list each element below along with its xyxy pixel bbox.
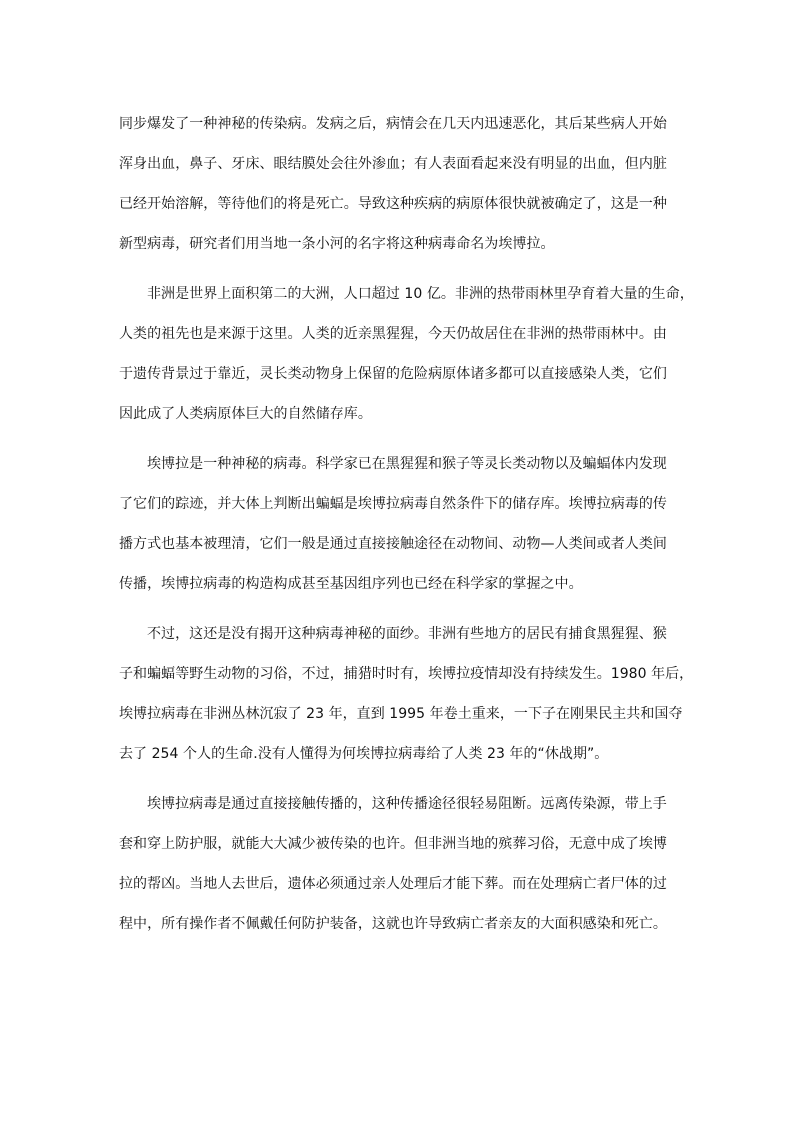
paragraph-line: 浑身出血，鼻子、牙床、眼结膜处会往外渗血；有人表面看起来没有明显的出血，但内脏	[119, 156, 667, 172]
paragraph-line: 已经开始溶解，等待他们的将是死亡。导致这种疾病的病原体很快就被确定了，这是一种	[119, 196, 667, 212]
document-body	[119, 104, 694, 954]
paragraph-line: 传播，埃博拉病毒的构造构成甚至基因组序列也已经在科学家的掌握之中。	[119, 576, 583, 592]
paragraph-line: 埃博拉病毒在非洲丛林沉寂了 23 年，直到 1995 年卷土重来，一下子在刚果民主共和国夺	[119, 706, 683, 722]
paragraph-line: 拉的帮凶。当地人去世后，遗体必须通过亲人处理后才能下葬。而在处理病亡者尸体的过	[119, 876, 667, 892]
paragraph-line: 埃博拉病毒是通过直接接触传播的，这种传播途径很轻易阻断。远离传染源，带上手	[147, 796, 667, 812]
paragraph-line: 去了 254 个人的生命.没有人懂得为何埃博拉病毒给了人类 23 年的“休战期”。	[119, 746, 609, 762]
paragraph-line: 新型病毒，研究者们用当地一条小河的名字将这种病毒命名为埃博拉。	[119, 236, 555, 252]
paragraph-2	[119, 274, 694, 434]
paragraph-5	[119, 784, 681, 944]
paragraph-1	[119, 104, 681, 264]
paragraph-line: 了它们的踪迹，并大体上判断出蝙蝠是埃博拉病毒自然条件下的储存库。埃博拉病毒的传	[119, 496, 667, 512]
paragraph-line: 因此成了人类病原体巨大的自然储存库。	[119, 406, 372, 422]
paragraph-line: 同步爆发了一种神秘的传染病。发病之后，病情会在几天内迅速恶化，其后某些病人开始	[119, 116, 667, 132]
paragraph-line: 子和蝙蝠等野生动物的习俗，不过，捕猎时时有，埃博拉疫情却没有持续发生。1980 年后，	[119, 666, 694, 682]
paragraph-line: 于遗传背景过于靠近，灵长类动物身上保留的危险病原体诸多都可以直接感染人类，它们	[119, 366, 667, 382]
paragraph-line: 人类的祖先也是来源于这里。人类的近亲黑猩猩，今天仍故居住在非洲的热带雨林中。由	[119, 326, 667, 342]
paragraph-line: 播方式也基本被理清，它们一般是通过直接接触途径在动物间、动物—人类间或者人类间	[119, 536, 667, 552]
paragraph-line: 程中，所有操作者不佩戴任何防护装备，这就也许导致病亡者亲友的大面积感染和死亡。	[119, 916, 667, 932]
paragraph-line: 套和穿上防护服，就能大大减少被传染的也许。但非洲当地的殡葬习俗，无意中成了埃博	[119, 836, 667, 852]
paragraph-line: 埃博拉是一种神秘的病毒。科学家已在黑猩猩和猴子等灵长类动物以及蝙蝠体内发现	[147, 456, 667, 472]
paragraph-line: 不过，这还是没有揭开这种病毒神秘的面纱。非洲有些地方的居民有捕食黑猩猩、猴	[147, 626, 667, 642]
paragraph-3	[119, 444, 681, 604]
paragraph-4	[119, 614, 694, 774]
paragraph-line: 非洲是世界上面积第二的大洲，人口超过 10 亿。非洲的热带雨林里孕育着大量的生命，	[147, 286, 694, 302]
